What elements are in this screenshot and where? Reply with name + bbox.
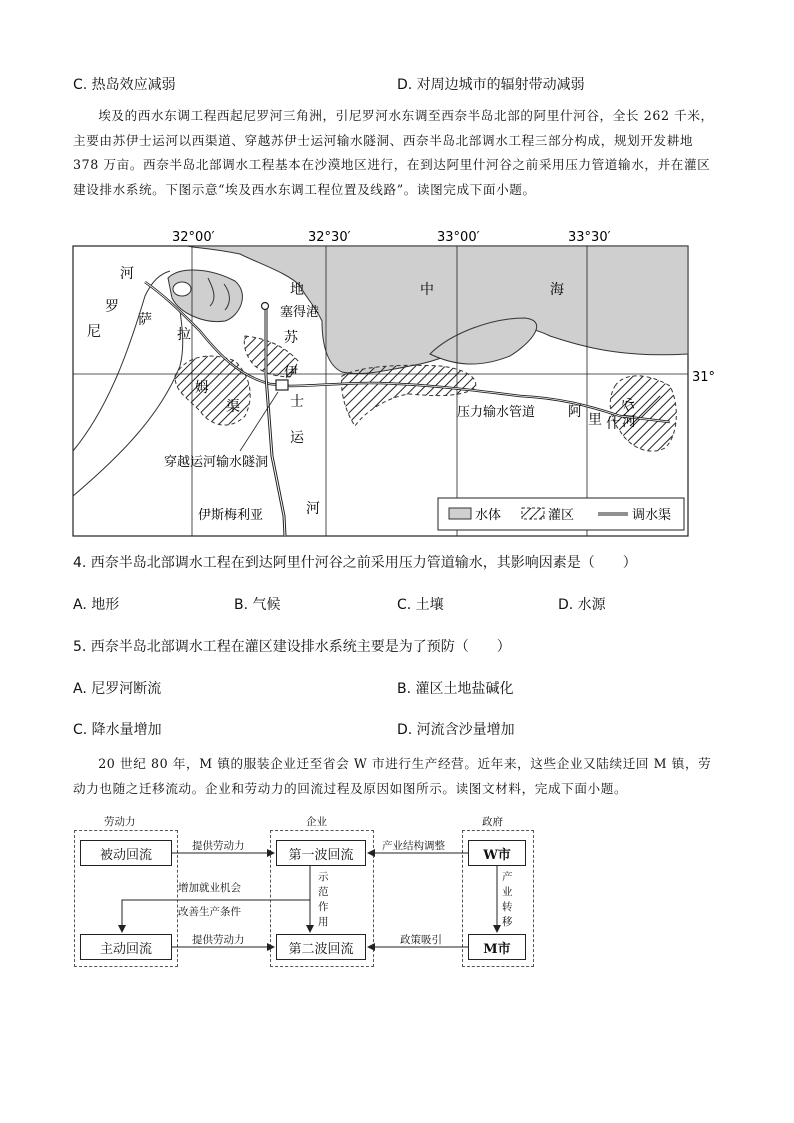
canal-char-3: 姆 (195, 380, 209, 396)
col-title-labor: 劳动力 (104, 816, 136, 828)
arish-char-3: 什 (606, 416, 620, 432)
question-4-stem: 4. 西奈半岛北部调水工程在到达阿里什河谷之前采用压力管道输水，其影响因素是（ ） (73, 555, 637, 571)
lat-label: 31° (692, 370, 716, 385)
transfer-char-1: 产 (502, 871, 513, 883)
passage-1: 埃及的西水东调工程西起尼罗河三角洲，引尼罗河水东调至西奈半岛北部的阿里什河谷，全长 262 千米，主要由苏伊士运河以西渠道、穿越苏伊士运河输水隧洞、西奈半岛北部调水工程三部分构成，规划开发耕地 378 万亩。西奈半岛北部调水工程基本在沙漠地区进行，在到达阿里什河谷之前采用压力管道输水，并在灌区建设排水系统。下图示意“埃及西水东调工程位置及线路”。读图完成下面小题。 (73, 108, 714, 197)
label-provide-labor-1: 提供劳动力 (192, 840, 245, 852)
q5-option-c: C. 降水量增加 (73, 722, 162, 738)
arish-char-5: 谷 (618, 395, 639, 416)
q4-option-d: D. 水源 (558, 597, 606, 613)
nile-char-2: 罗 (105, 299, 119, 315)
legend-irrigation-swatch (522, 508, 544, 519)
canal-char-2: 拉 (177, 327, 191, 343)
label-transfer (502, 870, 513, 930)
label-policy: 政策吸引 (400, 934, 442, 946)
suez-char-5: 河 (306, 501, 320, 517)
arish-char-2: 里 (588, 412, 602, 428)
suez-char-2: 伊 (284, 365, 298, 381)
legend-water-label: 水体 (475, 508, 502, 523)
box-second-wave: 第二波回流 (276, 934, 366, 960)
label-demo (318, 870, 329, 930)
box-first-wave: 第一波回流 (276, 840, 366, 866)
arish-char-4: 河 (622, 414, 636, 430)
ismailia-label: 伊斯梅利亚 (198, 508, 264, 523)
question-5-stem: 5. 西奈半岛北部调水工程在灌区建设排水系统主要是为了预防（ ） (73, 639, 511, 655)
lon-label-1: 32°00′ (172, 230, 215, 245)
q5-option-b: B. 灌区土地盐碱化 (397, 681, 514, 697)
arish-char-1: 阿 (568, 404, 582, 420)
q5-option-d: D. 河流含沙量增加 (397, 722, 515, 738)
q4-option-c: C. 土壤 (397, 597, 444, 613)
demo-char-3: 作 (318, 901, 329, 913)
box-active-return: 主动回流 (80, 934, 172, 960)
legend-irrigation-label: 灌区 (548, 508, 575, 523)
sea-char-1: 地 (290, 282, 304, 298)
box-passive-return: 被动回流 (80, 840, 172, 866)
nile-char-3: 尼 (87, 324, 101, 340)
q4-option-b: B. 气候 (234, 597, 281, 613)
tunnel-label: 穿越运河输水隧洞 (164, 455, 269, 470)
passage-2: 20 世纪 80 年，M 镇的服装企业迁至省会 W 市进行生产经营。近年来，这些企业又陆续迁回 M 镇，劳动力也随之迁移流动。企业和劳动力的回流过程及原因如图所示。读图文材料，完成下面小题。 (73, 756, 712, 796)
option-d-prev: D. 对周边城市的辐射带动减弱 (397, 77, 585, 93)
label-restructure: 产业结构调整 (382, 840, 445, 852)
lon-label-2: 32°30′ (308, 230, 351, 245)
demo-char-1: 示 (318, 871, 329, 883)
demo-char-2: 范 (318, 886, 329, 898)
sea-char-3: 海 (550, 282, 564, 298)
transfer-char-3: 转 (502, 901, 513, 913)
lon-label-4: 33°30′ (568, 230, 611, 245)
map-figure (60, 226, 720, 538)
transfer-char-4: 移 (502, 916, 513, 928)
sea-char-2: 中 (420, 282, 434, 298)
label-provide-labor-2: 提供劳动力 (192, 934, 245, 946)
label-conditions: 改善生产条件 (178, 906, 241, 918)
canal-char-1: 萨 (138, 312, 152, 328)
legend-channel-label: 调水渠 (632, 508, 672, 523)
lon-label-3: 33°00′ (437, 230, 480, 245)
pipeline-label: 压力输水管道 (457, 405, 536, 420)
suez-char-1: 苏 (284, 330, 298, 346)
option-c-prev: C. 热岛效应减弱 (73, 77, 176, 93)
box-w-city: W市 (468, 840, 526, 866)
port-said-label: 塞得港 (280, 305, 320, 320)
box-m-city: M市 (468, 934, 526, 960)
legend-water-swatch (449, 508, 471, 519)
suez-char-4: 运 (290, 430, 304, 446)
canal-char-4: 渠 (226, 399, 240, 415)
suez-char-3: 士 (290, 394, 304, 410)
col-title-gov: 政府 (482, 816, 503, 828)
q4-option-a: A. 地形 (73, 597, 120, 613)
col-title-enterprise: 企业 (306, 816, 327, 828)
demo-char-4: 用 (318, 916, 329, 928)
q5-option-a: A. 尼罗河断流 (73, 681, 162, 697)
nile-char-1: 河 (120, 266, 134, 282)
flow-diagram (70, 808, 540, 968)
label-jobs: 增加就业机会 (178, 882, 241, 894)
transfer-char-2: 业 (502, 886, 513, 898)
flow-arrows (70, 808, 540, 968)
